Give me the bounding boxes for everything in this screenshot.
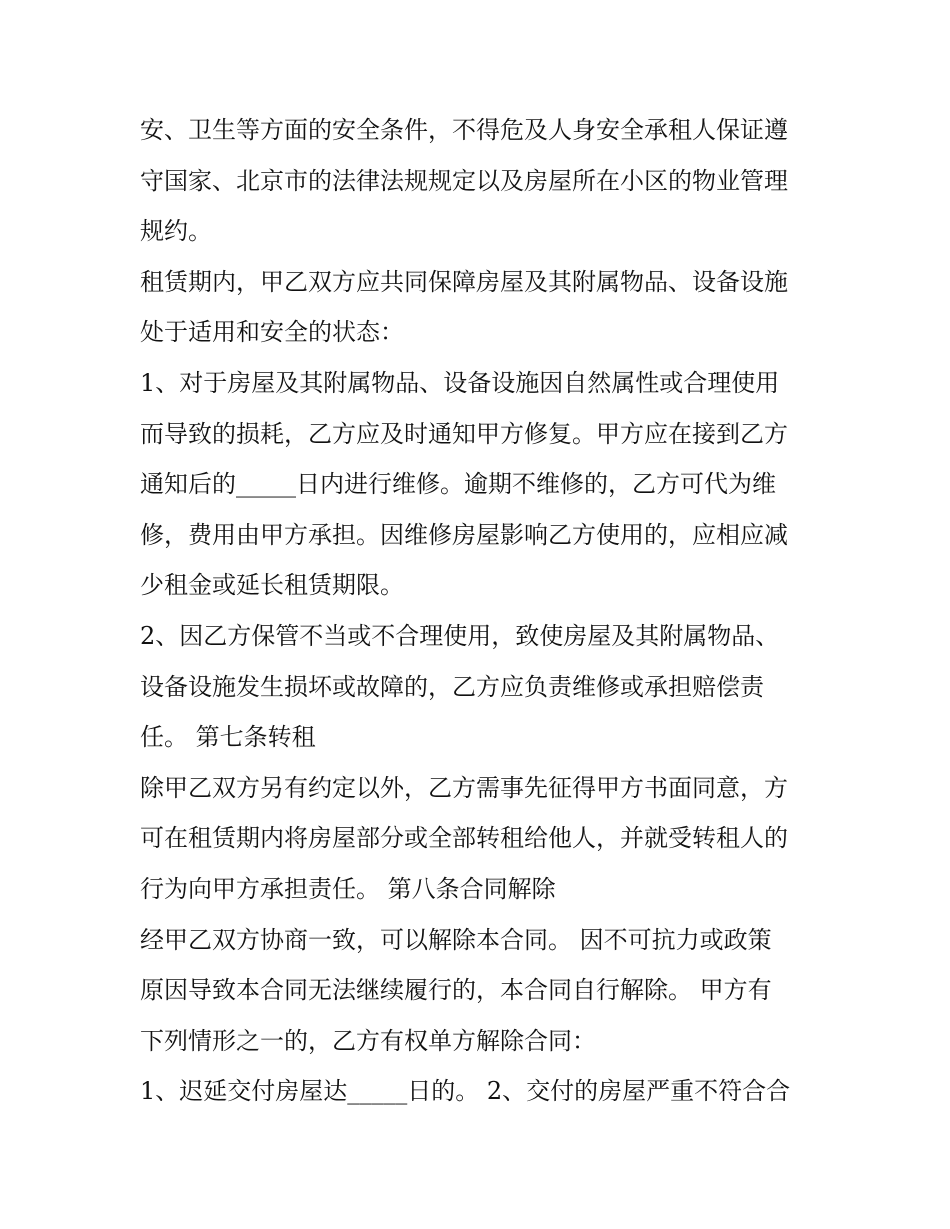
text-line: 除甲乙双方另有约定以外，乙方需事先征得甲方书面同意，方 <box>140 773 788 802</box>
text-line: 行为向甲方承担责任。 第八条合同解除 <box>140 874 556 903</box>
text-line: 原因导致本合同无法继续履行的，本合同自行解除。 甲方有 <box>140 976 772 1005</box>
text-line: 处于适用和安全的状态： <box>140 318 404 347</box>
text-line: 1、对于房屋及其附属物品、设备设施因自然属性或合理使用 <box>140 368 780 397</box>
text-line: 下列情形之一的，乙方有权单方解除合同： <box>140 1026 596 1055</box>
text-line: 可在租赁期内将房屋部分或全部转租给他人，并就受转租人的 <box>140 824 788 853</box>
text-line: 通知后的_____日内进行维修。逾期不维修的，乙方可代为维 <box>140 470 776 499</box>
text-line: 1、迟延交付房屋达_____日的。 2、交付的房屋严重不符合合 <box>140 1077 791 1106</box>
text-line: 经甲乙双方协商一致，可以解除本合同。 因不可抗力或政策 <box>140 925 772 954</box>
text-line: 修，费用由甲方承担。因维修房屋影响乙方使用的，应相应减 <box>140 520 788 549</box>
contract-body-text <box>140 105 820 1117</box>
text-line: 规约。 <box>140 217 212 246</box>
text-line: 少租金或延长租赁期限。 <box>140 571 404 600</box>
text-line: 任。 第七条转租 <box>140 723 316 752</box>
text-line: 设备设施发生损坏或故障的，乙方应负责维修或承担赔偿责 <box>140 672 764 701</box>
text-line: 而导致的损耗，乙方应及时通知甲方修复。甲方应在接到乙方 <box>140 419 788 448</box>
text-line: 安、卫生等方面的安全条件，不得危及人身安全承租人保证遵 <box>140 116 788 144</box>
text-line: 2、因乙方保管不当或不合理使用，致使房屋及其附属物品、 <box>140 621 780 650</box>
text-line: 租赁期内，甲乙双方应共同保障房屋及其附属物品、设备设施 <box>140 267 788 296</box>
text-line: 守国家、北京市的法律法规规定以及房屋所在小区的物业管理 <box>140 166 788 195</box>
